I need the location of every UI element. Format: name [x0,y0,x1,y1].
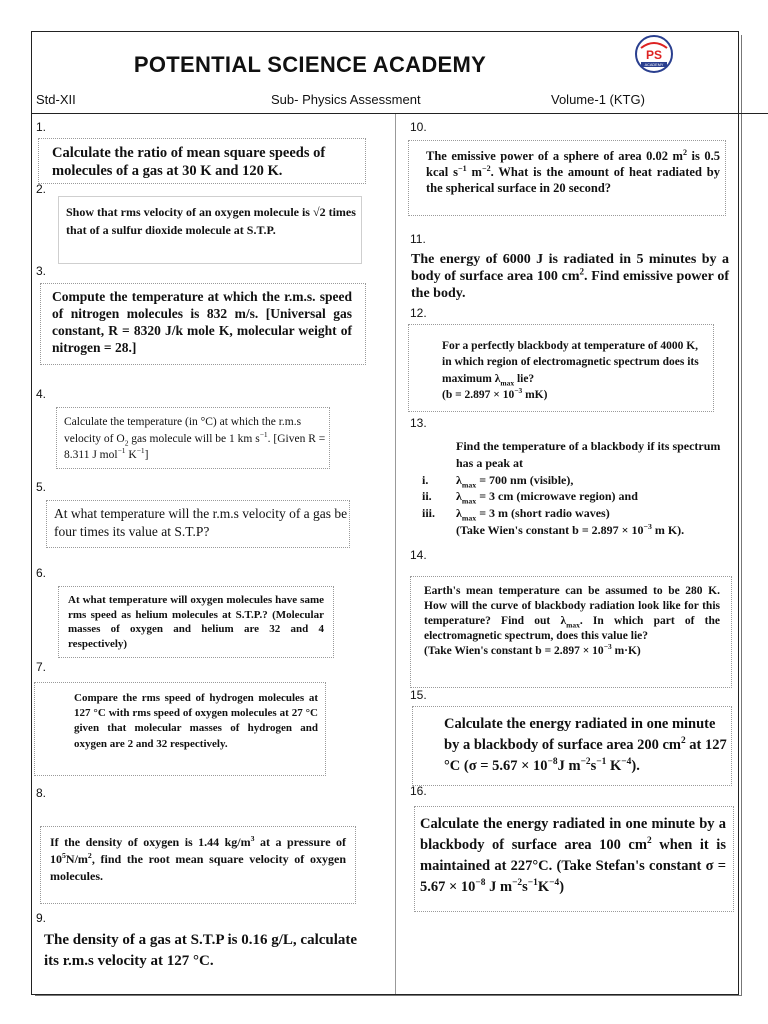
question-number: 1. [36,120,47,134]
question-9-text: The density of a gas at S.T.P is 0.16 g/L, calculate its r.m.s velocity at 127 °C. [44,932,358,969]
column-divider [395,114,396,994]
question-number: 12. [410,306,427,320]
question-13-items [422,472,724,522]
subject-label: Sub- Physics Assessment [271,92,421,107]
question-8-text [50,834,346,884]
text-run: K [606,758,622,775]
text-run: gas molecule will be 1 km s [128,432,260,445]
superscript: −2 [580,757,591,768]
question-13-note [422,522,724,539]
question-12-text [442,338,710,403]
lambda-symbol: λ [456,489,462,504]
text-run: (b = 2.897 × 10 [442,388,515,401]
subscript: max [461,513,477,523]
question-number: 14. [410,548,427,562]
question-13-intro: Find the temperature of a blackbody if its spectrum has a peak at [456,439,721,470]
text-run: times that of a sulfur dioxide molecule at S.T.P. [66,205,356,237]
superscript: −1 [117,446,126,456]
text-run: Show that rms velocity of an oxygen molecule is [66,205,313,219]
page-title: POTENTIAL SCIENCE ACADEMY [133,52,487,77]
list-item [422,505,724,522]
text-run: J m [557,758,581,775]
text-run: The energy of 6000 J is radiated in 5 minutes by a body of surface area 100 cm [411,252,729,284]
text-run: The emissive power of a sphere of area 0.02 m [426,149,683,163]
text-run: (Take Wien's constant b = 2.897 × 10 [424,644,604,657]
text-run: If the density of oxygen is 1.44 kg/m [50,835,251,849]
header-divider [32,113,768,114]
question-number: 16. [410,784,427,798]
text-run: when it is maintained at 227°C. (Take Stefan's constant σ = 5.67 × 10 [420,837,726,896]
question-1-text: Calculate the ratio of mean square speeds of molecules of a gas at 30 K and 120 K. [52,145,326,180]
question-number: 13. [410,416,427,430]
question-10-text [426,148,720,196]
lambda-symbol: λ [456,506,462,521]
question-number: 6. [36,566,47,580]
text-run: m K). [651,522,685,537]
lambda-symbol: λ [456,472,462,487]
subscript: max [500,377,515,387]
text-run: For a perfectly blackbody at temperature of 4000 K, in which region of electromagnetic spectrum does its maximum λ [442,340,699,385]
text-run: lie? [514,372,535,385]
question-number: 4. [36,387,47,401]
superscript: −3 [603,641,612,651]
question-15-text [444,714,730,777]
superscript: 2 [87,850,92,860]
question-5-text: At what temperature will the r.m.s velocity of a gas be four times its value at S.T.P? [54,506,348,540]
superscript: −1 [527,878,538,889]
text-run: Earth's mean temperature can be assumed to be 280 K. How will the curve of blackbody radiation look like for this temperature? Find out λ [424,585,720,627]
question-number: 2. [36,182,47,196]
question-number: 15. [410,688,427,702]
text-run: . In which part of the electromagnetic spectrum, does this value lie? [424,614,720,642]
question-6-text: At what temperature will oxygen molecules have same rms speed as helium molecules at S.T.P.? (Molecular masses of oxygen and helium are 32 and 4 respectively) [68,594,324,650]
question-number: 9. [36,911,47,925]
item-numeral: i. [422,472,429,487]
question-3-text: Compute the temperature at which the r.m.s. speed of nitrogen molecules is 832 m/s. [Universal gas constant, R = 8320 J/k mole K, molecular weight of nitrogen = 28.] [52,289,352,355]
text-run: N/m [65,851,88,866]
text-run: m·K) [611,644,641,657]
subscript: max [566,620,580,630]
item-numeral: ii. [422,489,432,504]
text-run: at a pressure of 10 [50,835,346,866]
question-number: 3. [36,264,47,278]
logo-subtext: ACADEMY [644,63,664,68]
text-run: , find the root mean square velocity of oxygen molecules. [50,851,346,883]
superscript: −3 [514,386,523,396]
superscript: 2 [646,836,652,847]
question-2-text [66,203,358,239]
text-run: Calculate the temperature (in °C) at which the r.m.s velocity of O [64,416,302,445]
text-run: s [590,758,597,775]
text-run: (Take Wien's constant b = 2.897 × 10 [456,522,644,537]
text-run: . [Given R = 8.311 J mol [64,432,326,462]
subscript: 2 [124,437,129,447]
volume-label: Volume-1 (KTG) [551,92,645,107]
academy-logo [633,34,675,74]
superscript: −4 [549,878,560,889]
question-number: 11. [410,232,426,246]
question-14-text [424,584,720,659]
question-number: 5. [36,480,47,494]
text-run: ] [144,449,149,462]
text-run: J m [485,879,513,896]
text-run: ). [631,758,640,775]
item-numeral: iii. [422,506,436,521]
text-run: mK) [522,388,548,401]
text-run: ) [559,879,565,896]
text-run: = 3 cm (microwave region) and [476,489,638,504]
subscript: max [461,496,477,506]
text-run: K [125,449,137,462]
list-item [422,488,724,505]
superscript: −1 [136,446,145,456]
question-number: 7. [36,660,47,674]
text-run: = 700 nm (visible), [476,472,574,487]
list-item [422,472,724,489]
superscript: 5 [62,850,66,860]
text-run: s [522,879,528,896]
superscript: −3 [643,521,652,531]
question-number: 8. [36,786,47,800]
text-run: at 127 °C (σ = 5.67 × 10 [444,737,727,775]
text-run: = 3 m (short radio waves) [476,506,610,521]
superscript: −2 [481,163,491,173]
superscript: −8 [547,757,558,768]
question-11-text [411,252,729,302]
text-run: . What is the amount of heat radiated by the spherical surface in 20 second? [426,165,721,195]
superscript: −1 [457,163,467,173]
text-run: . Find emissive power of the body. [411,268,729,301]
superscript: 3 [250,834,255,843]
superscript: −4 [621,757,632,768]
question-number: 10. [410,120,427,134]
superscript: −1 [596,757,607,768]
question-13-text [422,438,724,539]
text-run: m [466,165,482,179]
text-run: K [537,879,550,896]
superscript: −1 [259,429,268,439]
text-run: Calculate the energy radiated in one minute by a blackbody of surface area 100 cm [420,816,726,854]
superscript: −8 [475,878,486,889]
question-16-text [420,814,726,898]
text-run: is 0.5 kcal s [426,149,720,179]
logo-text: PS [645,48,663,62]
superscript: 2 [682,147,687,157]
std-label: Std-XII [36,92,76,107]
superscript: 2 [680,736,686,747]
superscript: −2 [512,878,523,889]
text-run: Calculate the energy radiated in one minute by a blackbody of surface area 200 cm [444,716,716,754]
superscript: 2 [579,266,585,277]
question-7-text: Compare the rms speed of hydrogen molecules at 127 °C with rms speed of oxygen molecules at 27 °C given that molecular masses of hydrogen and oxygen are 2 and 32 respectively. [74,692,318,750]
subscript: max [461,479,477,489]
sqrt-2: √2 [312,205,326,219]
question-4-text [64,414,328,464]
